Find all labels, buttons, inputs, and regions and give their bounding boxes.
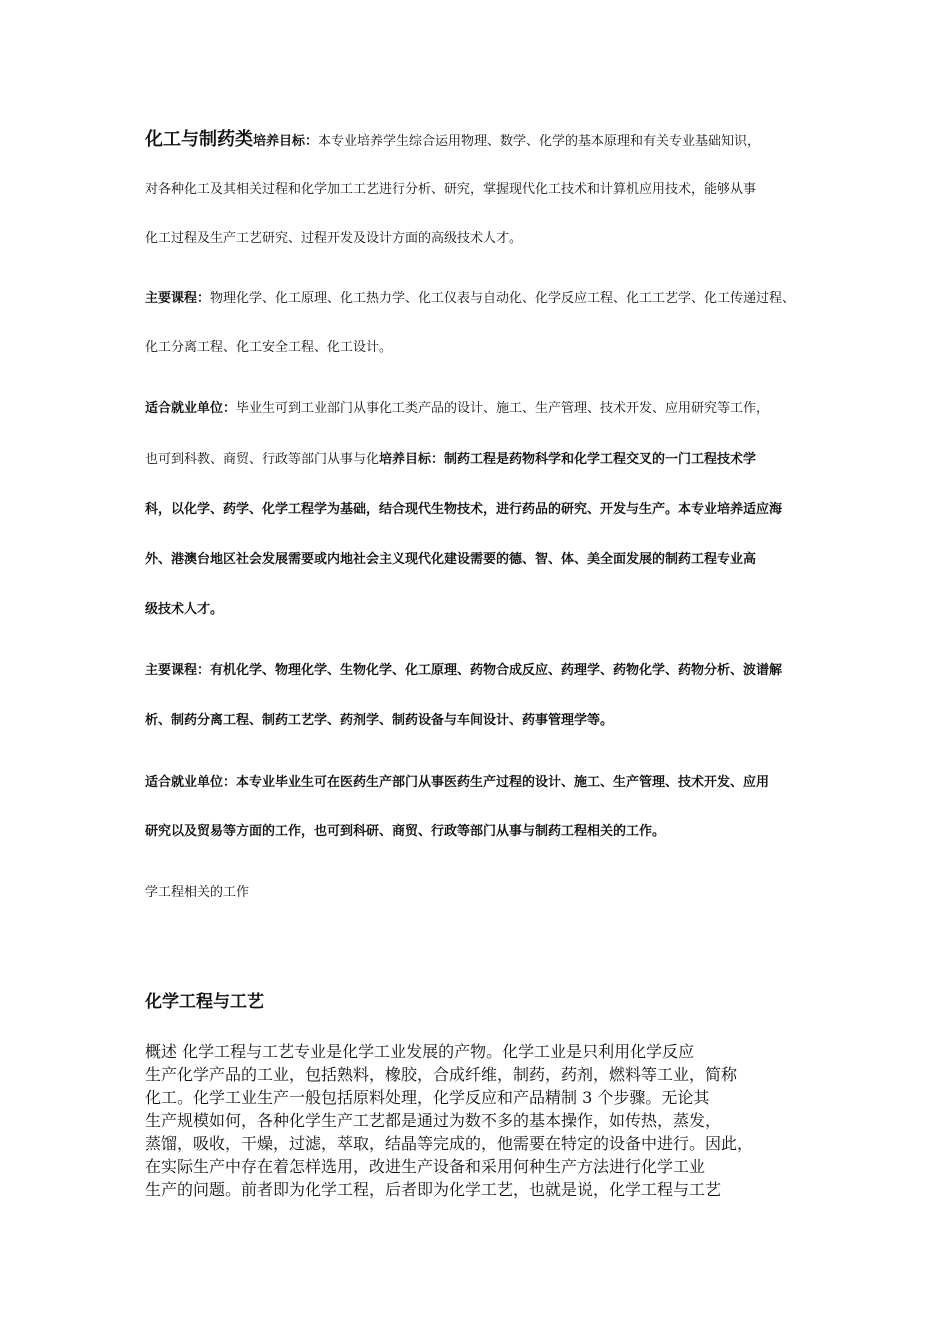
goal-text: 本专业培养学生综合运用物理、数学、化学的基本原理和有关专业基础知识， xyxy=(318,134,761,149)
jobs-label: 适合就业单位： xyxy=(145,401,237,416)
goal-label: 培养目标： xyxy=(253,134,319,149)
pharma-jobs-line-2: 研究以及贸易等方面的工作，也可到科研、商贸、行政等部门从事与制药工程相关的工作。 xyxy=(145,824,666,839)
pharma-courses-line-2: 析、制药分离工程、制药工艺学、药剂学、制药设备与车间设计、药事管理学等。 xyxy=(145,713,614,728)
pharma-jobs-text: 本专业毕业生可在医药生产部门从事医药生产过程的设计、施工、生产管理、技术开发、应用 xyxy=(236,775,770,790)
section-title: 化工与制药类 xyxy=(145,129,253,150)
courses-line-1 xyxy=(145,289,825,309)
pharma-goal-line-4: 级技术人才。 xyxy=(145,602,224,617)
jobs-line-2 xyxy=(145,450,825,470)
jobs-text-2: 也可到科教、商贸、行政等部门从事与化 xyxy=(145,452,380,467)
overview-line-2: 生产化学产品的工业，包括熟料，橡胶，合成纤维，制药，药剂，燃料等工业，简称 xyxy=(145,1065,738,1084)
tail-text: 学工程相关的工作 xyxy=(145,885,250,900)
overview-line-1: 概述 化学工程与工艺专业是化学工业发展的产物。化学工业是只利用化学反应 xyxy=(145,1042,695,1061)
goal-line-3: 化工过程及生产工艺研究、过程开发及设计方面的高级技术人才。 xyxy=(145,231,523,246)
pharma-courses-line-1 xyxy=(145,661,825,681)
section-heading: 化学工程与工艺 xyxy=(145,992,264,1012)
pharma-jobs-label: 适合就业单位： xyxy=(145,775,237,790)
pharma-jobs-line-1 xyxy=(145,773,825,793)
overview-line-7: 生产的问题。前者即为化学工程，后者即为化学工艺，也就是说，化学工程与工艺 xyxy=(145,1180,722,1199)
courses-text: 物理化学、化工原理、化工热力学、化工仪表与自动化、化学反应工程、化工工艺学、化工传递过程、 xyxy=(210,291,796,306)
jobs-text: 毕业生可到工业部门从事化工类产品的设计、施工、生产管理、技术开发、应用研究等工作， xyxy=(236,401,770,416)
overview-line-4: 生产规模如何，各种化学生产工艺都是通过为数不多的基本操作，如传热，蒸发， xyxy=(145,1111,722,1130)
pharma-goal-line-2: 科，以化学、药学、化学工程学为基础，结合现代生物技术，进行药品的研究、开发与生产。本专业培养适应海 xyxy=(145,502,783,517)
overview-line-5: 蒸馏，吸收，干燥，过滤，萃取，结晶等完成的，他需要在特定的设备中进行。因此， xyxy=(145,1134,754,1153)
pharma-courses-label: 主要课程： xyxy=(145,663,211,678)
courses-line-2: 化工分离工程、化工安全工程、化工设计。 xyxy=(145,340,393,355)
goal-line-1 xyxy=(145,128,825,154)
courses-label: 主要课程： xyxy=(145,291,211,306)
jobs-line-1 xyxy=(145,399,825,419)
pharma-goal-text: 制药工程是药物科学和化学工程交叉的一门工程技术学 xyxy=(444,452,757,467)
pharma-courses-text: 有机化学、物理化学、生物化学、化工原理、药物合成反应、药理学、药物化学、药物分析、波谱解 xyxy=(210,663,783,678)
overview-line-3: 化工。化学工业生产一般包括原料处理，化学反应和产品精制 3 个步骤。无论其 xyxy=(145,1088,710,1107)
goal-line-2: 对各种化工及其相关过程和化学加工工艺进行分析、研究，掌握现代化工技术和计算机应用技术，能够从事 xyxy=(145,182,757,197)
pharma-goal-line-3: 外、港澳台地区社会发展需要或内地社会主义现代化建设需要的德、智、体、美全面发展的制药工程专业高 xyxy=(145,552,757,567)
overview-line-6: 在实际生产中存在着怎样选用，改进生产设备和采用何种生产方法进行化学工业 xyxy=(145,1157,706,1176)
pharma-goal-label: 培养目标： xyxy=(379,452,445,467)
